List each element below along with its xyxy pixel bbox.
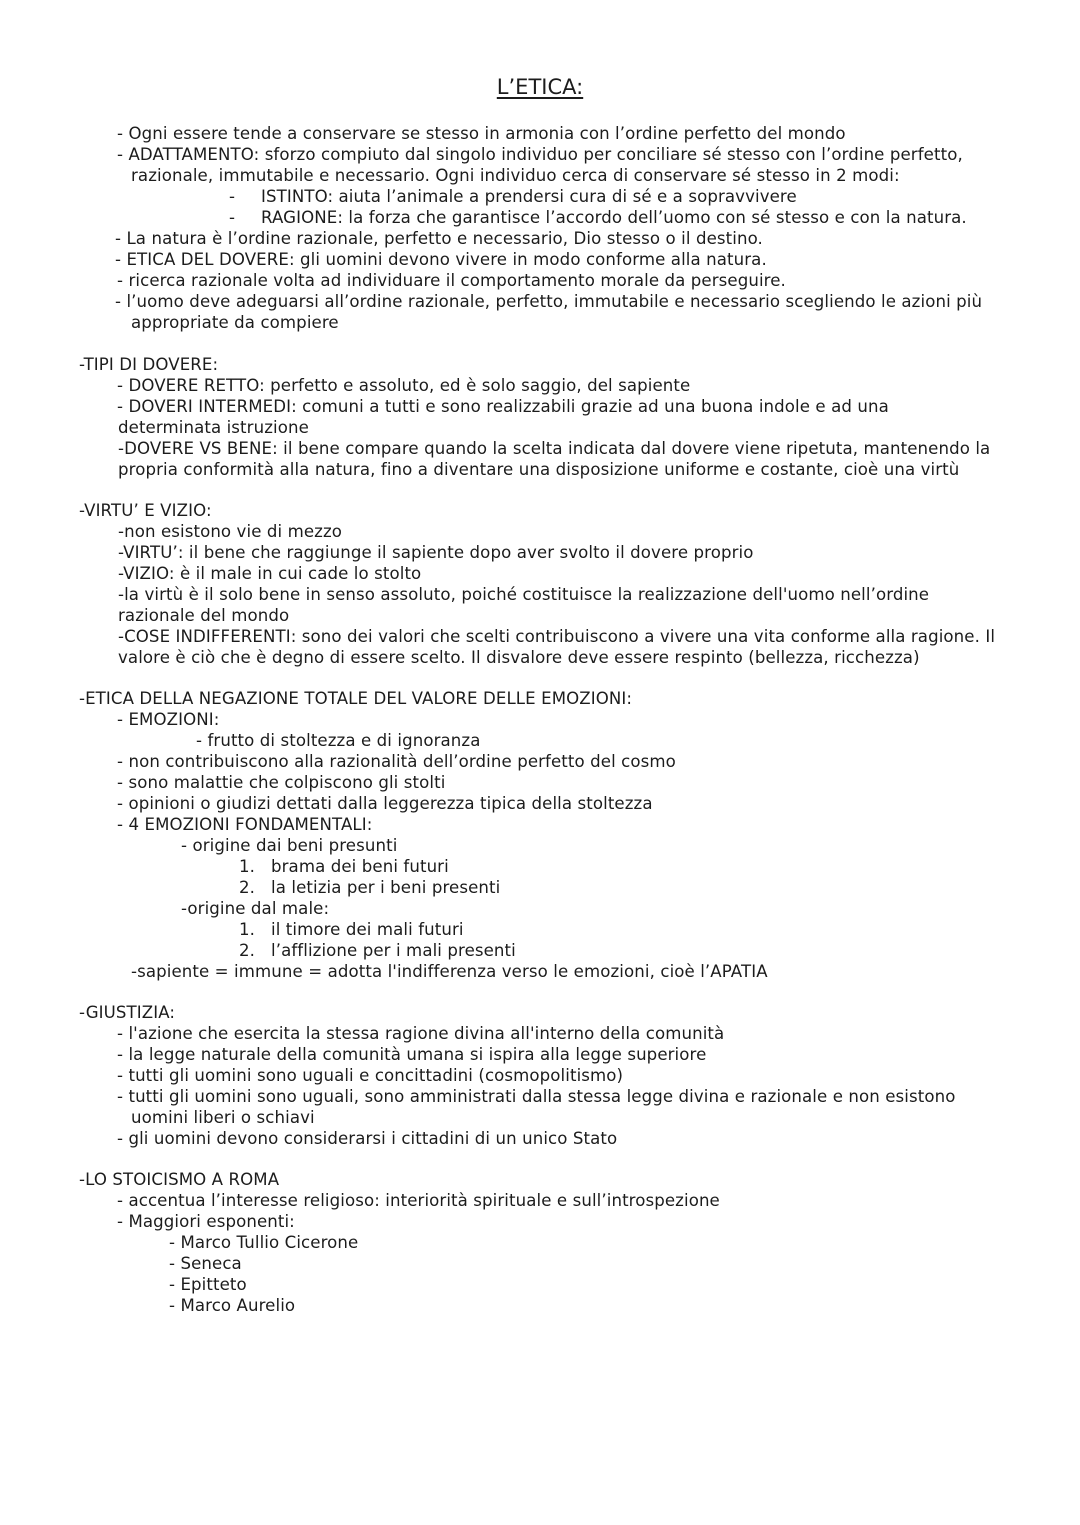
numbered-item [239,940,516,961]
section-heading: -GIUSTIZIA: [79,1003,176,1022]
list-item: - Marco Tullio Cicerone [169,1233,359,1252]
intro-bullet: - [229,208,236,227]
intro-line: - ETICA DEL DOVERE: gli uomini devono vivere in modo conforme alla natura. [115,250,767,269]
section-line: -non esistono vie di mezzo [118,522,343,541]
section-line: - sono malattie che colpiscono gli stolti [117,773,446,792]
section-line: - gli uomini devono considerarsi i cittadini di un unico Stato [117,1129,618,1148]
intro-line: ISTINTO: aiuta l’animale a prendersi cura di sé e a sopravvivere [261,187,797,206]
list-item: - Marco Aurelio [169,1296,296,1315]
list-item: - Seneca [169,1254,242,1273]
section-line: determinata istruzione [118,418,309,437]
section-line: - 4 EMOZIONI FONDAMENTALI: [117,815,373,834]
section-line: -sapiente = immune = adotta l'indifferenza verso le emozioni, cioè l’APATIA [131,962,768,981]
section-heading: -TIPI DI DOVERE: [79,355,219,374]
section-line: - DOVERE RETTO: perfetto e assoluto, ed è solo saggio, del sapiente [117,376,691,395]
section-line: -origine dal male: [181,899,330,918]
page-title-text: L’ETICA: [496,75,584,99]
section-line: - accentua l’interesse religioso: interiorità spirituale e sull’introspezione [117,1191,720,1210]
numbered-item [239,856,449,877]
section-line: uomini liberi o schiavi [131,1108,315,1127]
section-line: -VIZIO: è il male in cui cade lo stolto [118,564,422,583]
page-title [0,72,1080,102]
intro-line: razionale, immutabile e necessario. Ogni individuo cerca di conservare sé stesso in 2 modi: [131,166,900,185]
section-line: -la virtù è il solo bene in senso assoluto, poiché costituisce la realizzazione dell'uomo nell’ordine [118,585,930,604]
list-item: - Epitteto [169,1275,247,1294]
section-line: propria conformità alla natura, fino a diventare una disposizione uniforme e costante, cioè una virtù [118,460,960,479]
item-number: 2. [239,941,256,960]
item-text: la letizia per i beni presenti [271,878,501,897]
intro-line: RAGIONE: la forza che garantisce l’accordo dell’uomo con sé stesso e con la natura. [261,208,967,227]
section-line: - frutto di stoltezza e di ignoranza [196,731,481,750]
intro-bullet: - [229,187,236,206]
section-line: razionale del mondo [118,606,290,625]
item-number: 1. [239,857,256,876]
intro-line: - Ogni essere tende a conservare se stesso in armonia con l’ordine perfetto del mondo [117,124,846,143]
section-line: - DOVERI INTERMEDI: comuni a tutti e sono realizzabili grazie ad una buona indole e ad una [117,397,889,416]
section-line: - EMOZIONI: [117,710,220,729]
section-line: - tutti gli uomini sono uguali, sono amministrati dalla stessa legge divina e razionale e non esistono [117,1087,956,1106]
numbered-item [239,919,464,940]
section-line: valore è ciò che è degno di essere scelto. Il disvalore deve essere respinto (bellezza, ricchezza) [118,648,920,667]
section-line: - non contribuiscono alla razionalità dell’ordine perfetto del cosmo [117,752,676,771]
intro-line: - La natura è l’ordine razionale, perfetto e necessario, Dio stesso o il destino. [115,229,763,248]
section-heading: -ETICA DELLA NEGAZIONE TOTALE DEL VALORE DELLE EMOZIONI: [79,689,633,708]
section-heading: -VIRTU’ E VIZIO: [79,501,212,520]
section-line: - opinioni o giudizi dettati dalla leggerezza tipica della stoltezza [117,794,653,813]
item-number: 1. [239,920,256,939]
item-number: 2. [239,878,256,897]
intro-line: - ADATTAMENTO: sforzo compiuto dal singolo individuo per conciliare sé stesso con l’ordine perfetto, [117,145,963,164]
section-heading: -LO STOICISMO A ROMA [79,1170,280,1189]
section-line: - la legge naturale della comunità umana si ispira alla legge superiore [117,1045,707,1064]
section-line: - tutti gli uomini sono uguali e concittadini (cosmopolitismo) [117,1066,624,1085]
item-text: l’afflizione per i mali presenti [271,941,516,960]
item-text: brama dei beni futuri [271,857,449,876]
intro-line: appropriate da compiere [131,313,339,332]
section-line: - l'azione che esercita la stessa ragione divina all'interno della comunità [117,1024,725,1043]
section-line: - origine dai beni presunti [181,836,398,855]
intro-line: - l’uomo deve adeguarsi all’ordine razionale, perfetto, immutabile e necessario scegliendo le azioni più [115,292,983,311]
section-line: -VIRTU’: il bene che raggiunge il sapiente dopo aver svolto il dovere proprio [118,543,754,562]
intro-line: - ricerca razionale volta ad individuare il comportamento morale da perseguire. [117,271,786,290]
section-line: -DOVERE VS BENE: il bene compare quando la scelta indicata dal dovere viene ripetuta, mantenendo la [118,439,991,458]
section-line: -COSE INDIFFERENTI: sono dei valori che scelti contribuiscono a vivere una vita conforme alla ragione. Il [118,627,996,646]
numbered-item [239,877,500,898]
item-text: il timore dei mali futuri [271,920,464,939]
section-line: - Maggiori esponenti: [117,1212,295,1231]
